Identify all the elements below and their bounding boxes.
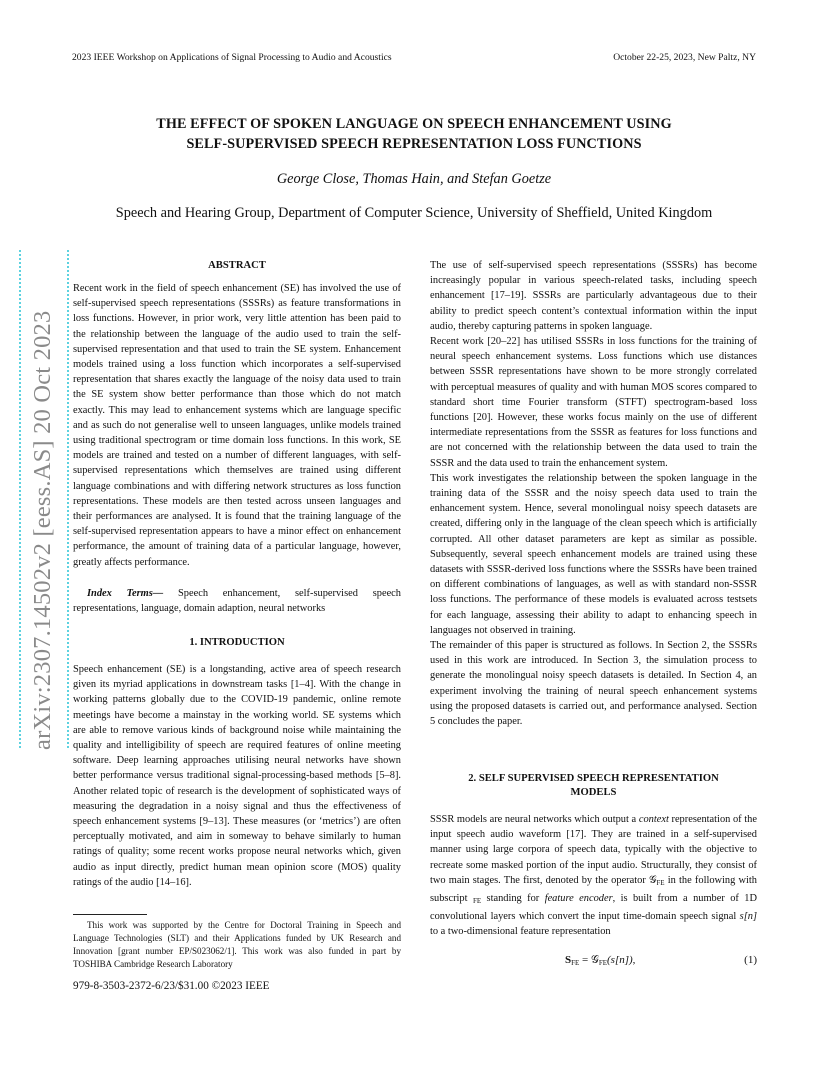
paragraph-recent-work: Recent work [20–22] has utilised SSSRs in loss functions for the training of neural speech enhancement systems. Loss functions which use distances between SSSR representations have shown to be more strongly correlated with perceptual measures of quality and with human MOS scores compared to standard short time Fourier transform (STFT) spectrogram-based loss functions [20]. However, these works focus mainly on the use of different intermediate representations from the SSSR as features for loss functions and are not concerned with the relationship between the data used to train the SSSR and the data used to train the enhancement system. <box>430 336 757 469</box>
text-run: standing for <box>481 893 545 905</box>
introduction-heading: 1. INTRODUCTION <box>189 637 285 648</box>
paragraph-this-work: This work investigates the relationship between the spoken language in the training data of the SSSR and the noisy speech data used to train the enhancement system. Hence, several monolingual noisy speech datasets are created, differing only in the language of the clean speech which is artificially corrupted. All other dataset parameters are kept as similar as possible. Subsequently, several speech enhancement models are trained using these datasets with SSSR-derived loss functions where the SSSRs have been trained on different combinations of languages, as well as with standard non-SSSR loss functions. The performance of these models is evaluated across testsets for each language, assessing their ability to adapt to enhancing speech in languages not observed in training. <box>430 472 757 636</box>
equation-argument: (s[n]), <box>607 954 636 966</box>
index-terms <box>73 586 401 616</box>
section-2-heading <box>430 772 757 800</box>
arxiv-stamp <box>11 252 71 750</box>
paper-title <box>70 114 758 154</box>
paragraph-sssr-popularity: The use of self-supervised speech representations (SSSRs) has become increasingly popular in various speech-related tasks, including speech enhancement [17–19]. SSSRs are particularly advantageous due to their ability to predict speech content’s contextual information within the input audio, thereby capturing patterns in spoken language. <box>430 260 757 332</box>
equation-body <box>565 954 635 967</box>
text-run: , is built from a number of 1D convolutional layers which convert the input time-domain speech signal <box>430 893 758 923</box>
equation-operator: = 𝒢 <box>579 954 599 966</box>
equation-lhs: S <box>565 954 572 966</box>
paragraph-structure: The remainder of this paper is structured as follows. In Section 2, the SSSRs used in this work are introduced. In Section 3, the simulation process to generate the monolingual noisy speech datasets is detailed. In Section 4, an experiment involving the training of neural speech enhancement systems using the proposed datasets is carried out, and performance analysed. Section 5 concludes the paper. <box>430 640 757 728</box>
introduction-text: Speech enhancement (SE) is a longstanding, active area of speech research given its myriad applications in downstream tasks [1–4]. With the change in working patterns globally due to the COVID-19 pandemic, online remote meetings have become a mainstay in the working world. SE systems which are able to remove various kinds of background noise while maintaining the quality and intelligibility of speech are required features of online meeting software. Deep learning approaches utilising neural networks have shown better performance versus traditional signal-processing-based methods [5–8]. Another related topic of research is the development of sophisticated ways of measuring the degradation in a noisy signal and thus the effectiveness of speech enhancement systems [9–13]. These measures (or ‘metrics’) are often perceptually motivated, and aim in someway to behave similarly to human ratings of quality; some recent works propose neural networks which, given audio as input directly, predict human mean opinion score (MOS) quality ratings of the audio [14–16]. <box>73 664 401 888</box>
subscript: FE <box>656 878 665 887</box>
section-2-text <box>430 812 757 940</box>
index-terms-text: Speech enhancement, self-supervised speech representations, language, domain adaption, neural networks <box>73 588 401 615</box>
title-line-1: THE EFFECT OF SPOKEN LANGUAGE ON SPEECH ENHANCEMENT USING <box>156 116 672 132</box>
text-run: SSSR models are neural networks which output a <box>430 814 639 825</box>
abstract-heading: ABSTRACT <box>208 260 266 271</box>
abstract-text: Recent work in the field of speech enhancement (SE) has involved the use of self-supervised speech representations (SSSRs) as feature transformations in loss functions. However, in prior work, very little attention has been paid to the relationship between the language of the audio used to train the self-supervised representation and that used to train the SE system. Enhancement models trained using a loss function which incorporates a self-supervised representation that shares exactly the language of the noisy data used to train the SE system show better performance than those which do not match exactly. This may lead to enhancement systems which are language specific and as such do not generalise well to unseen languages, unlike models trained using traditional spectrogram or time domain loss functions. In this work, SE models are trained and tested on a number of different languages, with self-supervised representations which themselves are trained using different language combinations and with differing network structures as loss function representations. These models are then tested across unseen languages and their performances are analysed. It is found that the training language of the self-supervised representation appears to have a minor effect on enhancement performance, the amount of training data of a particular language, however, greatly affects performance. <box>73 283 401 568</box>
copyright-line: 979-8-3503-2372-6/23/$31.00 ©2023 IEEE <box>73 980 270 992</box>
arxiv-stamp-text: arXiv:2307.14502v2 [eess.AS] 20 Oct 2023 <box>29 310 56 750</box>
equation-operator-subscript: FE <box>598 959 608 967</box>
arxiv-stamp-border <box>19 250 69 748</box>
author-list: George Close, Thomas Hain, and Stefan Goetze <box>276 171 552 187</box>
text-run-italic: s[n] <box>739 911 757 923</box>
index-terms-label: Index Terms— <box>87 588 164 599</box>
footnote-rule <box>73 914 147 915</box>
text-run-italic: feature encoder <box>544 893 613 905</box>
title-line-2: SELF-SUPERVISED SPEECH REPRESENTATION LOSS FUNCTIONS <box>186 136 642 152</box>
right-column-intro <box>430 258 757 729</box>
affiliation: Speech and Hearing Group, Department of Computer Science, University of Sheffield, United Kingdom <box>115 205 713 221</box>
subscript: FE <box>472 897 482 906</box>
equation-number: (1) <box>744 954 757 966</box>
running-header-right: October 22-25, 2023, New Paltz, NY <box>613 52 756 63</box>
section-2-heading-line-1: 2. SELF SUPERVISED SPEECH REPRESENTATION <box>468 773 719 784</box>
funding-footnote: This work was supported by the Centre for Doctoral Training in Speech and Language Technologies (SLT) and their Applications funded by UK Research and Innovation [grant number EP/S023062/1]. This work was also funded in part by TOSHIBA Cambridge Research Laboratory <box>73 920 401 969</box>
text-run: to a two-dimensional feature representation <box>430 926 611 938</box>
text-run: in the following with subscript <box>430 874 757 905</box>
text-run-italic: context <box>638 814 669 825</box>
equation-lhs-subscript: FE <box>571 959 580 967</box>
section-2-heading-line-2: MODELS <box>570 787 617 798</box>
text-run: representation of the input speech audio waveform [17]. They are trained in a self-supervised manner using large corpora of speech data, typically with the objective to recreate some masked portion of the input audio. Structurally, they consist of two main stages. The first, denoted by the operator 𝒢 <box>430 814 757 886</box>
running-header-left: 2023 IEEE Workshop on Applications of Signal Processing to Audio and Acoustics <box>72 52 392 63</box>
